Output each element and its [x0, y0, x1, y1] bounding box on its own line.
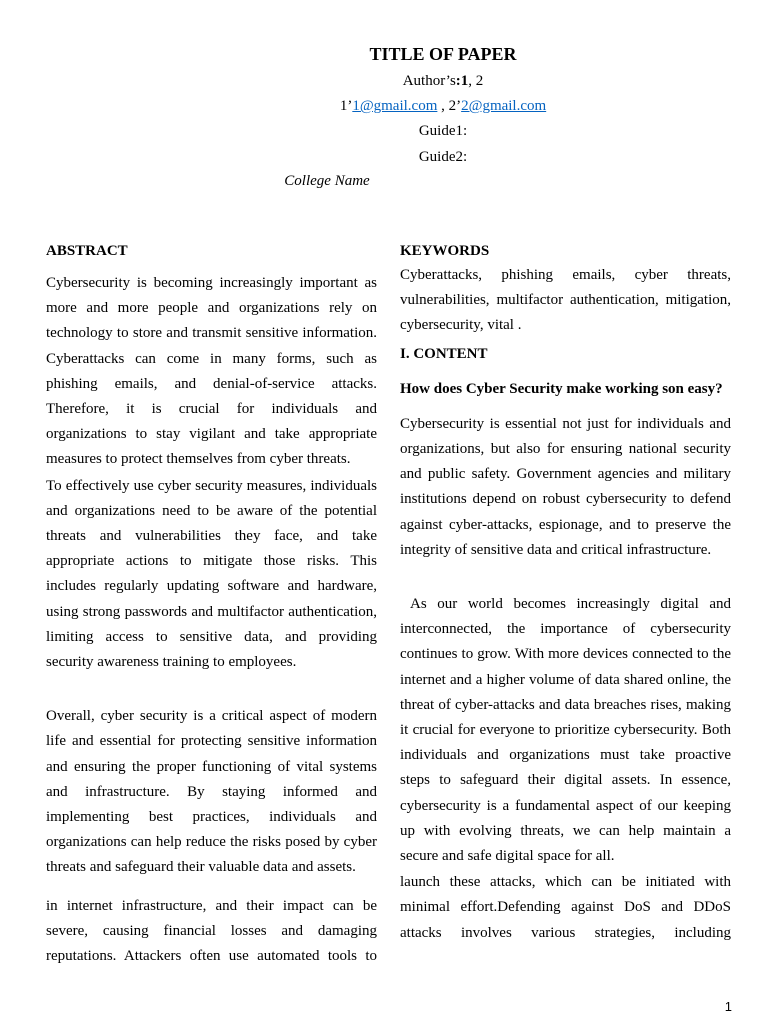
guide2-line: Guide2:: [418, 149, 468, 165]
left-column: [46, 240, 377, 969]
content-heading: I. CONTENT: [400, 345, 488, 362]
authors-suffix: , 2: [468, 73, 484, 89]
abstract-heading: ABSTRACT: [46, 243, 128, 259]
abstract-paragraph-4: in internet infrastructure, and their impact can be severe, causing financial losses and damaging reputations. Attackers often use automated tools to: [46, 897, 377, 965]
abstract-paragraph-1: Cybersecurity is becoming increasingly important as more and more people and organizations rely on technology to store and transmit sensitive information. Cyberattacks can come in many forms, such as phishing emails, and denial-of-service attacks. Therefore, it is crucial for individuals and organizations to stay vigilant and take appropriate measures to protect themselves from cyber threats.: [46, 275, 377, 468]
guide1-line: Guide1:: [418, 123, 468, 139]
authors-prefix: Author’s: [402, 73, 456, 89]
emails-line: [59, 97, 768, 115]
authors-bold: :1: [455, 73, 469, 89]
page-number: 1: [724, 999, 732, 1014]
content-paragraph-3: launch these attacks, which can be initiated with minimal effort.Defending against DoS and DDoS attacks involves various strategies, including: [400, 874, 731, 941]
abstract-paragraph-3: Overall, cyber security is a critical aspect of modern life and essential for protecting sensitive information and ensuring the proper functioning of vital systems and infrastructure. By staying informed and implementing best practices, individuals and organizations can help reduce the risks posed by cyber threats and safeguard their valuable data and assets.: [46, 708, 377, 876]
email-link-1[interactable]: 1@gmail.com: [352, 98, 438, 114]
email-separator: , 2’: [437, 98, 462, 114]
college-name: College Name: [284, 173, 370, 189]
authors-line: [59, 72, 768, 90]
email-link-2[interactable]: 2@gmail.com: [461, 98, 547, 114]
right-column: [400, 240, 731, 946]
content-paragraph-1: Cybersecurity is essential not just for individuals and organizations, but also for ensuring national security and public safety. Government agencies and military institutions depend on robust cybersecurity to defend against cyber-attacks, espionage, and to preserve the integrity of sensitive data and critical infrastructure.: [400, 415, 731, 558]
paper-title: TITLE OF PAPER: [369, 44, 517, 64]
content-paragraph-2: As our world becomes increasingly digital and interconnected, the importance of cybersecurity continues to grow. With more devices connected to the internet and a higher volume of data shared online, the threat of cyber-attacks and data breaches rises, making it crucial for everyone to prioritize cybersecurity. Both individuals and organizations must take proactive steps to safeguard their digital assets. In essence, cybersecurity is a fundamental aspect of our keeping up with evolving threats, we can help maintain a secure and safe digital space for all.: [400, 596, 731, 865]
content-subheading: How does Cyber Security make working son easy?: [400, 380, 723, 397]
keywords-text: Cyberattacks, phishing emails, cyber threats, vulnerabilities, multifactor authentication, mitigation, cybersecurity, vital .: [400, 267, 731, 334]
email1-prefix: 1’: [339, 98, 353, 114]
abstract-paragraph-2: To effectively use cyber security measures, individuals and organizations need to be aware of the potential threats and vulnerabilities they face, and take appropriate actions to mitigate those risks. This includes regularly updating software and hardware, using strong passwords and multifactor authentication, limiting access to sensitive data, and providing security awareness training to employees.: [46, 477, 377, 671]
keywords-heading: KEYWORDS: [400, 243, 490, 259]
